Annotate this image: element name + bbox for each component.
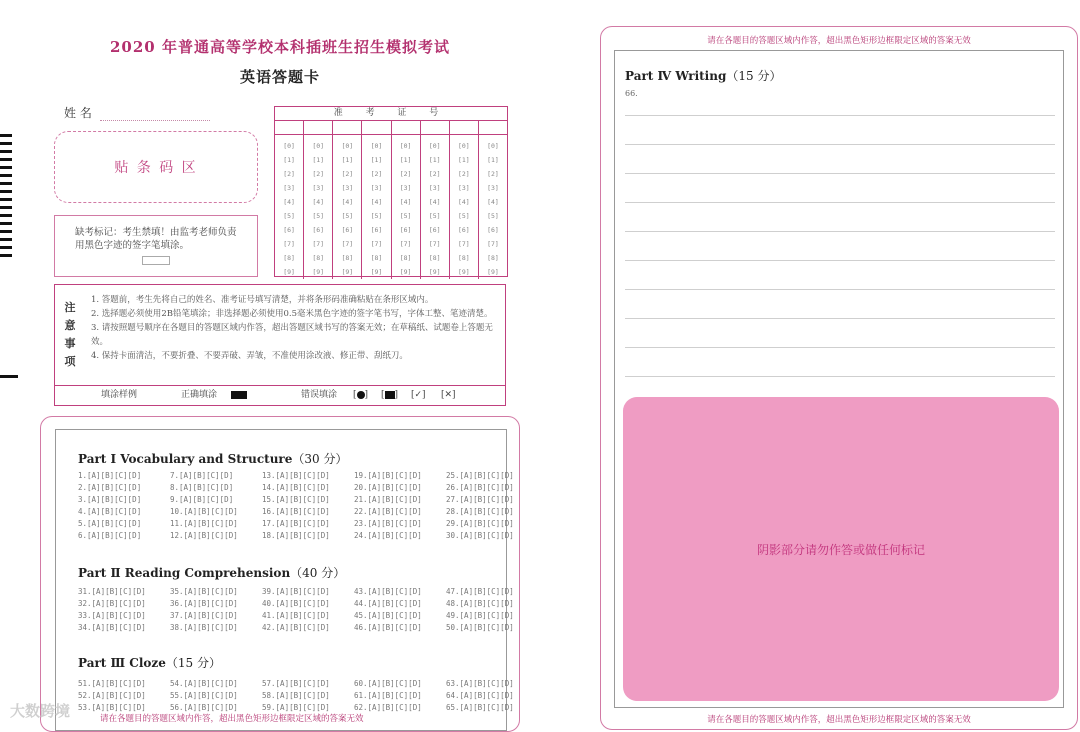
digit-bubble[interactable]: [0] <box>370 142 383 150</box>
digit-bubble[interactable]: [4] <box>428 198 441 206</box>
question-bubbles[interactable]: 17.[A][B][C][D] <box>262 519 330 528</box>
exam-id-column[interactable] <box>304 135 333 279</box>
question-bubbles[interactable]: 18.[A][B][C][D] <box>262 531 330 540</box>
question-bubbles[interactable]: 34.[A][B][C][D] <box>78 623 146 632</box>
digit-bubble[interactable]: [9] <box>457 268 470 276</box>
objective-answer-area <box>40 416 520 732</box>
question-bubbles[interactable]: 25.[A][B][C][D] <box>446 471 514 480</box>
digit-bubble[interactable]: [2] <box>457 170 470 178</box>
digit-bubble[interactable]: [0] <box>312 142 325 150</box>
digit-bubble[interactable]: [7] <box>399 240 412 248</box>
timing-mark <box>0 206 12 209</box>
digit-bubble[interactable]: [4] <box>283 198 295 206</box>
exam-id-column[interactable] <box>450 135 479 279</box>
question-bubbles[interactable]: 35.[A][B][C][D] <box>170 587 238 596</box>
note-item: 1. 答题前，考生先将自己的姓名、准考证号填写清楚，并将条形码准确粘贴在条形区域内。 <box>91 295 434 305</box>
question-bubbles[interactable]: 47.[A][B][C][D] <box>446 587 514 596</box>
notes-label: 注 意 事 项 <box>64 301 76 368</box>
question-bubbles[interactable]: 62.[A][B][C][D] <box>354 703 422 712</box>
timing-mark <box>0 150 12 153</box>
question-number: 66. <box>625 89 638 98</box>
timing-mark <box>0 222 12 225</box>
digit-bubble[interactable]: [6] <box>341 226 354 234</box>
digit-bubble[interactable]: [0] <box>428 142 441 150</box>
digit-bubble[interactable]: [0] <box>341 142 354 150</box>
correct-fill-sample <box>231 386 247 405</box>
writing-line <box>625 115 1055 116</box>
writing-line <box>625 260 1055 261</box>
digit-bubble[interactable]: [9] <box>428 268 441 276</box>
absent-text: 缺考标记：考生禁填！由监考老师负责用黑色字迹的签字笔填涂。 <box>75 227 237 251</box>
digit-bubble[interactable]: [5] <box>312 212 325 220</box>
digit-bubble[interactable]: [2] <box>370 170 383 178</box>
question-bubbles[interactable]: 19.[A][B][C][D] <box>354 471 422 480</box>
bottom-note: 请在各题目的答题区域内作答，超出黑色矩形边框限定区域的答案无效 <box>707 715 971 725</box>
question-bubbles[interactable]: 8.[A][B][C][D] <box>170 483 234 492</box>
notes-box <box>54 284 506 406</box>
question-bubbles[interactable]: 16.[A][B][C][D] <box>262 507 330 516</box>
question-bubbles[interactable]: 29.[A][B][C][D] <box>446 519 514 528</box>
digit-bubble[interactable]: [7] <box>370 240 383 248</box>
digit-bubble[interactable]: [5] <box>428 212 441 220</box>
timing-mark <box>0 375 18 378</box>
question-bubbles[interactable]: 64.[A][B][C][D] <box>446 691 514 700</box>
digit-bubble[interactable]: [2] <box>399 170 412 178</box>
notes-list <box>91 293 499 363</box>
question-bubbles[interactable]: 6.[A][B][C][D] <box>78 531 142 540</box>
digit-bubble[interactable]: [1] <box>370 156 383 164</box>
question-bubbles[interactable]: 59.[A][B][C][D] <box>262 703 330 712</box>
exam-id-label: 准 考 证 号 <box>275 107 507 121</box>
digit-bubble[interactable]: [1] <box>487 156 499 164</box>
name-label: 姓 名 <box>64 106 92 120</box>
exam-id-column[interactable] <box>275 135 304 279</box>
digit-bubble[interactable]: [0] <box>487 142 499 150</box>
timing-mark <box>0 214 12 217</box>
digit-bubble[interactable]: [9] <box>399 268 412 276</box>
digit-bubble[interactable]: [1] <box>283 156 295 164</box>
question-bubbles[interactable]: 5.[A][B][C][D] <box>78 519 142 528</box>
digit-bubble[interactable]: [8] <box>312 254 325 262</box>
wrong-fill-dot: [ ] <box>353 390 369 400</box>
question-bubbles[interactable]: 50.[A][B][C][D] <box>446 623 514 632</box>
question-bubbles[interactable]: 32.[A][B][C][D] <box>78 599 146 608</box>
digit-bubble[interactable]: [0] <box>283 142 295 150</box>
digit-bubble[interactable]: [9] <box>487 268 499 276</box>
part1-title: Part Ⅰ Vocabulary and Structure（30 分） <box>78 452 348 466</box>
digit-bubble[interactable]: [0] <box>399 142 412 150</box>
digit-bubble[interactable]: [1] <box>428 156 441 164</box>
part2-questions[interactable] <box>78 586 538 634</box>
question-bubbles[interactable]: 45.[A][B][C][D] <box>354 611 422 620</box>
digit-bubble[interactable]: [6] <box>370 226 383 234</box>
digit-bubble[interactable]: [9] <box>370 268 383 276</box>
question-bubbles[interactable]: 52.[A][B][C][D] <box>78 691 146 700</box>
sheet-subtitle: 英语答题卡 <box>239 68 320 86</box>
digit-bubble[interactable]: [1] <box>312 156 325 164</box>
note-item: 2. 选择题必须使用2B铅笔填涂；非选择题必须使用0.5毫米黑色字迹的签字笔书写，字体工整、笔迹清楚。 <box>91 309 493 319</box>
name-field[interactable] <box>64 104 264 121</box>
writing-line <box>625 289 1055 290</box>
digit-bubble[interactable]: [0] <box>457 142 470 150</box>
digit-bubble[interactable]: [3] <box>341 184 354 192</box>
digit-bubble[interactable]: [3] <box>312 184 325 192</box>
question-bubbles[interactable]: 41.[A][B][C][D] <box>262 611 330 620</box>
digit-bubble[interactable]: [3] <box>428 184 441 192</box>
digit-bubble[interactable]: [4] <box>399 198 412 206</box>
digit-bubble[interactable]: [1] <box>341 156 354 164</box>
digit-bubble[interactable]: [4] <box>341 198 354 206</box>
digit-bubble[interactable]: [2] <box>487 170 499 178</box>
answer-sheet-right <box>560 0 1080 732</box>
timing-mark <box>0 158 12 161</box>
question-bubbles[interactable]: 26.[A][B][C][D] <box>446 483 514 492</box>
exam-title: 2020 年普通高等学校本科插班生招生模拟考试 <box>110 38 450 56</box>
question-bubbles[interactable]: 20.[A][B][C][D] <box>354 483 422 492</box>
top-note: 请在各题目的答题区域内作答，超出黑色矩形边框限定区域的答案无效 <box>707 36 971 46</box>
question-bubbles[interactable]: 1.[A][B][C][D] <box>78 471 142 480</box>
question-bubbles[interactable]: 2.[A][B][C][D] <box>78 483 142 492</box>
digit-bubble[interactable]: [6] <box>312 226 325 234</box>
timing-mark <box>0 134 12 137</box>
question-bubbles[interactable]: 9.[A][B][C][D] <box>170 495 234 504</box>
digit-bubble[interactable]: [8] <box>283 254 295 262</box>
question-bubbles[interactable]: 54.[A][B][C][D] <box>170 679 238 688</box>
writing-line <box>625 231 1055 232</box>
footer-note: 请在各题目的答题区域内作答，超出黑色矩形边框限定区域的答案无效 <box>100 714 364 724</box>
question-bubbles[interactable]: 11.[A][B][C][D] <box>170 519 238 528</box>
question-bubbles[interactable]: 42.[A][B][C][D] <box>262 623 330 632</box>
question-bubbles[interactable]: 14.[A][B][C][D] <box>262 483 330 492</box>
absent-mark-bubble[interactable] <box>142 256 170 265</box>
objective-answer-frame <box>55 429 514 731</box>
timing-mark <box>0 166 12 169</box>
exam-id-bubbles[interactable] <box>275 135 507 279</box>
digit-bubble[interactable]: [9] <box>341 268 354 276</box>
timing-mark <box>0 142 12 145</box>
question-bubbles[interactable]: 10.[A][B][C][D] <box>170 507 238 516</box>
question-bubbles[interactable]: 30.[A][B][C][D] <box>446 531 514 540</box>
wrong-fill-check: [✓] <box>411 390 426 400</box>
question-bubbles[interactable]: 60.[A][B][C][D] <box>354 679 422 688</box>
question-bubbles[interactable]: 4.[A][B][C][D] <box>78 507 142 516</box>
digit-bubble[interactable]: [5] <box>399 212 412 220</box>
name-line[interactable] <box>100 109 210 121</box>
digit-bubble[interactable]: [6] <box>428 226 441 234</box>
barcode-area <box>54 131 258 203</box>
digit-bubble[interactable]: [8] <box>457 254 470 262</box>
exam-id-column[interactable] <box>333 135 362 279</box>
timing-mark <box>0 254 12 257</box>
digit-bubble[interactable]: [5] <box>283 212 295 220</box>
digit-bubble[interactable]: [6] <box>283 226 295 234</box>
digit-bubble[interactable]: [9] <box>312 268 325 276</box>
question-bubbles[interactable]: 58.[A][B][C][D] <box>262 691 330 700</box>
digit-bubble[interactable]: [4] <box>312 198 325 206</box>
exam-id-column[interactable] <box>479 135 507 279</box>
digit-bubble[interactable]: [5] <box>487 212 499 220</box>
question-bubbles[interactable]: 27.[A][B][C][D] <box>446 495 514 504</box>
question-bubbles[interactable]: 21.[A][B][C][D] <box>354 495 422 504</box>
digit-bubble[interactable]: [9] <box>283 268 295 276</box>
timing-mark <box>0 182 12 185</box>
timing-mark <box>0 246 12 249</box>
digit-bubble[interactable]: [6] <box>487 226 499 234</box>
digit-bubble[interactable]: [8] <box>399 254 412 262</box>
question-bubbles[interactable]: 56.[A][B][C][D] <box>170 703 238 712</box>
question-bubbles[interactable]: 57.[A][B][C][D] <box>262 679 330 688</box>
fill-sample-label: 填涂样例 <box>101 390 138 400</box>
digit-bubble[interactable]: [3] <box>399 184 412 192</box>
digit-bubble[interactable]: [2] <box>283 170 295 178</box>
question-bubbles[interactable]: 31.[A][B][C][D] <box>78 587 146 596</box>
question-bubbles[interactable]: 13.[A][B][C][D] <box>262 471 330 480</box>
question-bubbles[interactable]: 61.[A][B][C][D] <box>354 691 422 700</box>
correct-fill-label: 正确填涂 <box>181 390 218 400</box>
digit-bubble[interactable]: [7] <box>457 240 470 248</box>
question-bubbles[interactable]: 48.[A][B][C][D] <box>446 599 514 608</box>
digit-bubble[interactable]: [6] <box>457 226 470 234</box>
question-bubbles[interactable]: 40.[A][B][C][D] <box>262 599 330 608</box>
question-bubbles[interactable]: 55.[A][B][C][D] <box>170 691 238 700</box>
exam-id-column[interactable] <box>362 135 391 279</box>
question-bubbles[interactable]: 36.[A][B][C][D] <box>170 599 238 608</box>
digit-bubble[interactable]: [7] <box>487 240 499 248</box>
writing-line <box>625 202 1055 203</box>
digit-bubble[interactable]: [3] <box>370 184 383 192</box>
part1-questions[interactable] <box>78 470 538 542</box>
shaded-text: 阴影部分请勿作答或做任何标记 <box>756 542 925 557</box>
timing-mark <box>0 190 12 193</box>
digit-bubble[interactable]: [3] <box>457 184 470 192</box>
writing-line <box>625 144 1055 145</box>
digit-bubble[interactable]: [2] <box>312 170 325 178</box>
digit-bubble[interactable]: [3] <box>283 184 295 192</box>
exam-id-grid <box>274 106 508 277</box>
digit-bubble[interactable]: [7] <box>283 240 295 248</box>
question-bubbles[interactable]: 28.[A][B][C][D] <box>446 507 514 516</box>
question-bubbles[interactable]: 7.[A][B][C][D] <box>170 471 234 480</box>
shaded-no-write-area <box>623 397 1059 701</box>
writing-line <box>625 318 1055 319</box>
question-bubbles[interactable]: 39.[A][B][C][D] <box>262 587 330 596</box>
wrong-fill-label: 错误填涂 <box>301 390 338 400</box>
writing-answer-area[interactable] <box>614 50 1064 708</box>
question-bubbles[interactable]: 3.[A][B][C][D] <box>78 495 142 504</box>
question-bubbles[interactable]: 51.[A][B][C][D] <box>78 679 146 688</box>
digit-bubble[interactable]: [4] <box>370 198 383 206</box>
digit-bubble[interactable]: [7] <box>312 240 325 248</box>
writing-line <box>625 173 1055 174</box>
timing-mark <box>0 174 12 177</box>
barcode-label: 贴 条 码 区 <box>114 160 198 176</box>
question-bubbles[interactable]: 23.[A][B][C][D] <box>354 519 422 528</box>
fill-sample-row <box>55 385 505 405</box>
timing-mark <box>0 238 12 241</box>
writing-line <box>625 376 1055 377</box>
question-bubbles[interactable]: 33.[A][B][C][D] <box>78 611 146 620</box>
question-bubbles[interactable]: 38.[A][B][C][D] <box>170 623 238 632</box>
digit-bubble[interactable]: [4] <box>487 198 499 206</box>
digit-bubble[interactable]: [5] <box>370 212 383 220</box>
wrong-fill-cross: [✕] <box>441 390 456 400</box>
question-bubbles[interactable]: 37.[A][B][C][D] <box>170 611 238 620</box>
question-bubbles[interactable]: 49.[A][B][C][D] <box>446 611 514 620</box>
exam-id-write-cells[interactable] <box>275 121 507 135</box>
digit-bubble[interactable]: [1] <box>457 156 470 164</box>
digit-bubble[interactable]: [8] <box>370 254 383 262</box>
question-bubbles[interactable]: 44.[A][B][C][D] <box>354 599 422 608</box>
digit-bubble[interactable]: [6] <box>399 226 412 234</box>
writing-line <box>625 347 1055 348</box>
digit-bubble[interactable]: [3] <box>487 184 499 192</box>
digit-bubble[interactable]: [7] <box>341 240 354 248</box>
writing-title: Part Ⅳ Writing（15 分） <box>625 69 782 83</box>
digit-bubble[interactable]: [5] <box>341 212 354 220</box>
note-item: 3. 请按照题号顺序在各题目的答题区域内作答，超出答题区域书写的答案无效；在草稿纸、试题卷上答题无效。 <box>91 323 493 347</box>
question-bubbles[interactable]: 63.[A][B][C][D] <box>446 679 514 688</box>
part2-title: Part Ⅱ Reading Comprehension（40 分） <box>78 566 346 580</box>
timing-mark <box>0 230 12 233</box>
digit-bubble[interactable]: [8] <box>487 254 499 262</box>
question-bubbles[interactable]: 65.[A][B][C][D] <box>446 703 514 712</box>
question-bubbles[interactable]: 24.[A][B][C][D] <box>354 531 422 540</box>
digit-bubble[interactable]: [4] <box>457 198 470 206</box>
digit-bubble[interactable]: [7] <box>428 240 441 248</box>
digit-bubble[interactable]: [2] <box>341 170 354 178</box>
digit-bubble[interactable]: [8] <box>341 254 354 262</box>
question-bubbles[interactable]: 46.[A][B][C][D] <box>354 623 422 632</box>
watermark: 大数跨境 <box>10 702 71 720</box>
question-bubbles[interactable]: 22.[A][B][C][D] <box>354 507 422 516</box>
digit-bubble[interactable]: [2] <box>428 170 441 178</box>
note-item: 4. 保持卡面清洁，不要折叠、不要弄破、弄皱，不准使用涂改液、修正带、刮纸刀。 <box>91 351 408 361</box>
exam-id-column[interactable] <box>421 135 450 279</box>
digit-bubble[interactable]: [1] <box>399 156 412 164</box>
question-bubbles[interactable]: 43.[A][B][C][D] <box>354 587 422 596</box>
question-bubbles[interactable]: 15.[A][B][C][D] <box>262 495 330 504</box>
wrong-fill-block: [ ] <box>381 390 399 400</box>
timing-mark <box>0 198 12 201</box>
digit-bubble[interactable]: [8] <box>428 254 441 262</box>
part3-questions[interactable] <box>78 678 538 714</box>
question-bubbles[interactable]: 12.[A][B][C][D] <box>170 531 238 540</box>
part3-title: Part Ⅲ Cloze（15 分） <box>78 656 221 670</box>
digit-bubble[interactable]: [5] <box>457 212 470 220</box>
absent-mark-box <box>54 215 258 277</box>
exam-id-column[interactable] <box>392 135 421 279</box>
question-bubbles[interactable]: 53.[A][B][C][D] <box>78 703 146 712</box>
